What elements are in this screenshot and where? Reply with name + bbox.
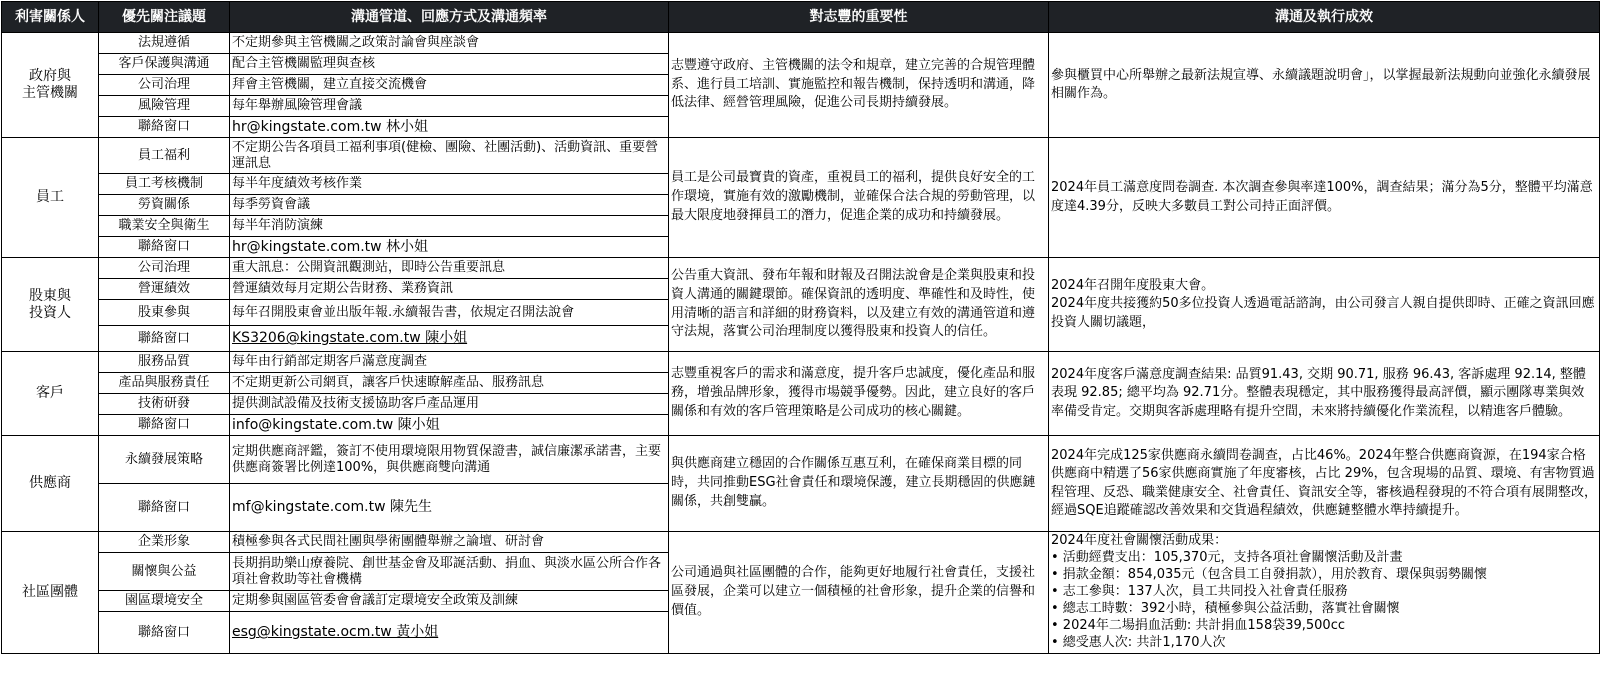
contact-email[interactable]: hr@kingstate.com.tw 林小姐 bbox=[230, 117, 669, 138]
channel-cell: 重大訊息：公開資訊觀測站，即時公告重要訊息 bbox=[230, 258, 669, 279]
topic-cell: 聯絡窗口 bbox=[99, 117, 230, 138]
topic-cell: 園區環境安全 bbox=[99, 591, 230, 612]
channel-cell: 不定期更新公司網頁，讓客戶快速瞭解產品、服務訊息 bbox=[230, 373, 669, 394]
header-stakeholder: 利害關係人 bbox=[2, 2, 99, 33]
channel-cell: 拜會主管機關，建立直接交流機會 bbox=[230, 75, 669, 96]
channel-cell: 定期參與園區管委會會議訂定環境安全政策及訓練 bbox=[230, 591, 669, 612]
result-line: 2024年度共接獲約50多位投資人透過電話諮詢，由公司發言人親自提供即時、正確之資訊回應投資人關切議題， bbox=[1051, 296, 1595, 330]
stakeholder-shareholders bbox=[2, 258, 99, 352]
topic-cell: 聯絡窗口 bbox=[99, 326, 230, 352]
channel-cell: 每年由行銷部定期客戶滿意度調查 bbox=[230, 352, 669, 373]
topic-cell: 聯絡窗口 bbox=[99, 612, 230, 654]
channel-cell: 不定期公告各項員工福利事項(健檢、團險、社團活動)、活動資訊、重要營運訊息 bbox=[230, 138, 669, 174]
result-line: 2024年召開年度股東大會。 bbox=[1051, 278, 1215, 294]
channel-cell: 不定期參與主管機關之政策討論會與座談會 bbox=[230, 33, 669, 54]
result-line: • 總志工時數：392小時，積極參與公益活動，落實社會關懷 bbox=[1051, 600, 1400, 616]
importance-employees: 員工是公司最寶貴的資產，重視員工的福利，提供良好安全的工作環境，實施有效的激勵機制，並確保合法合規的勞動管理，以最大限度地發揮員工的潛力，促進企業的成功和持續發展。 bbox=[669, 138, 1049, 258]
importance-shareholders: 公告重大資訊、發布年報和財報及召開法說會是企業與股東和投資人溝通的關鍵環節。確保資訊的透明度、準確性和及時性，使用清晰的語言和詳細的財務資料，以及建立有效的溝通管道和遵守法規，落實公司治理制度以獲得股東和投資人的信任。 bbox=[669, 258, 1049, 352]
topic-cell: 公司治理 bbox=[99, 75, 230, 96]
contact-email[interactable]: KS3206@kingstate.com.tw 陳小姐 bbox=[230, 326, 669, 352]
importance-community: 公司通過與社區團體的合作，能夠更好地履行社會責任，支援社區發展，企業可以建立一個積極的社會形象，提升企業的信譽和價值。 bbox=[669, 532, 1049, 654]
topic-cell: 永續發展策略 bbox=[99, 436, 230, 484]
channel-cell: 每半年度績效考核作業 bbox=[230, 174, 669, 195]
channel-cell: 每年召開股東會並出版年報.永續報告書，依規定召開法說會 bbox=[230, 300, 669, 326]
channel-cell: 長期捐助樂山療養院、創世基金會及耶誕活動、捐血、與淡水區公所合作各項社會救助等社會機構 bbox=[230, 553, 669, 591]
topic-cell: 勞資關係 bbox=[99, 195, 230, 216]
importance-suppliers: 與供應商建立穩固的合作關係互惠互利，在確保商業目標的同時，共同推動ESG社會責任和環境保護，建立長期穩固的供應鏈關係，共創雙贏。 bbox=[669, 436, 1049, 532]
topic-cell: 公司治理 bbox=[99, 258, 230, 279]
header-importance: 對志豐的重要性 bbox=[669, 2, 1049, 33]
stakeholder-label-line: 投資人 bbox=[29, 304, 71, 321]
topic-cell: 職業安全與衛生 bbox=[99, 216, 230, 237]
channel-cell: 定期供應商評鑑，簽訂不使用環境限用物質保證書，誠信廉潔承諾書，主要供應商簽署比例達100%，與供應商雙向溝通 bbox=[230, 436, 669, 484]
stakeholder-suppliers bbox=[2, 436, 99, 532]
topic-cell: 法規遵循 bbox=[99, 33, 230, 54]
topic-cell: 員工考核機制 bbox=[99, 174, 230, 195]
importance-government: 志豐遵守政府、主管機關的法令和規章，建立完善的合規管理體系、進行員工培訓、實施監控和報告機制，保持透明和溝通，降低法律、經營管理風險，促進公司長期持續發展。 bbox=[669, 33, 1049, 138]
result-line: • 志工參與：137人次，員工共同投入社會責任服務 bbox=[1051, 584, 1348, 600]
stakeholder-communication-table bbox=[1, 1, 1600, 654]
results-customers: 2024年度客戶滿意度調查結果: 品質91.43, 交期 90.71, 服務 96.43, 客訴處理 92.14, 整體表現 92.85; 總平均為 92.71分。整體表現穩定，其中服務獲得最高評價，顯示團隊專業與效率備受肯定。交期與客訴處理略有提升空間，未來將持續優化作業流程，以精進客戶體驗。 bbox=[1049, 352, 1600, 436]
results-community bbox=[1049, 532, 1600, 654]
topic-cell: 風險管理 bbox=[99, 96, 230, 117]
stakeholder-employees bbox=[2, 138, 99, 258]
topic-cell: 企業形象 bbox=[99, 532, 230, 553]
contact-email[interactable]: info@kingstate.com.tw 陳小姐 bbox=[230, 415, 669, 436]
topic-cell: 產品與服務責任 bbox=[99, 373, 230, 394]
stakeholder-community bbox=[2, 532, 99, 654]
stakeholder-government bbox=[2, 33, 99, 138]
results-government: 參與櫃買中心所舉辦之最新法規宣導、永續議題說明會」，以掌握最新法規動向並強化永續發展相關作為。 bbox=[1049, 33, 1600, 138]
topic-cell: 客戶保護與溝通 bbox=[99, 54, 230, 75]
contact-email[interactable]: mf@kingstate.com.tw 陳先生 bbox=[230, 484, 669, 532]
topic-cell: 營運績效 bbox=[99, 279, 230, 300]
header-priority-topic: 優先關注議題 bbox=[99, 2, 230, 33]
contact-email[interactable]: hr@kingstate.com.tw 林小姐 bbox=[230, 237, 669, 258]
topic-cell: 股東參與 bbox=[99, 300, 230, 326]
stakeholder-label-line: 客戶 bbox=[36, 385, 64, 402]
stakeholder-label-line: 社區團體 bbox=[22, 584, 78, 601]
stakeholder-customers bbox=[2, 352, 99, 436]
results-employees: 2024年員工滿意度問卷調查. 本次調查參與率達100%，調查結果；滿分為5分，整體平均滿意度達4.39分，反映大多數員工對公司持正面評價。 bbox=[1049, 138, 1600, 258]
stakeholder-label-line: 供應商 bbox=[29, 475, 71, 492]
channel-cell: 積極參與各式民間社團與學術團體舉辦之論壇、研討會 bbox=[230, 532, 669, 553]
importance-customers: 志豐重視客戶的需求和滿意度，提升客戶忠誠度，優化產品和服務，增強品牌形象，獲得市場競爭優勢。因此，建立良好的客戶關係和有效的客戶管理策略是公司成功的核心關鍵。 bbox=[669, 352, 1049, 436]
channel-cell: 配合主管機關監理與查核 bbox=[230, 54, 669, 75]
header-channel: 溝通管道、回應方式及溝通頻率 bbox=[230, 2, 669, 33]
topic-cell: 聯絡窗口 bbox=[99, 415, 230, 436]
channel-cell: 營運績效每月定期公告財務、業務資訊 bbox=[230, 279, 669, 300]
channel-cell: 每半年消防演練 bbox=[230, 216, 669, 237]
topic-cell: 關懷與公益 bbox=[99, 553, 230, 591]
channel-cell: 每季勞資會議 bbox=[230, 195, 669, 216]
stakeholder-label-line: 員工 bbox=[36, 189, 64, 206]
result-title: 2024年度社會關懷活動成果： bbox=[1051, 533, 1228, 549]
header-results: 溝通及執行成效 bbox=[1049, 2, 1600, 33]
channel-cell: 提供測試設備及技術支援協助客戶產品運用 bbox=[230, 394, 669, 415]
result-line: • 捐款金額：854,035元（包含員工自發捐款），用於教育、環保與弱勢關懷 bbox=[1051, 567, 1488, 583]
topic-cell: 技術研發 bbox=[99, 394, 230, 415]
topic-cell: 聯絡窗口 bbox=[99, 237, 230, 258]
topic-cell: 聯絡窗口 bbox=[99, 484, 230, 532]
result-line: • 2024年二場捐血活動: 共計捐血158袋39,500cc bbox=[1051, 617, 1345, 633]
result-line: • 活動經費支出：105,370元，支持各項社會關懷活動及計畫 bbox=[1051, 550, 1403, 566]
stakeholder-label-line: 政府與 bbox=[29, 68, 71, 85]
topic-cell: 服務品質 bbox=[99, 352, 230, 373]
results-suppliers: 2024年完成125家供應商永續問卷調查，占比46%。2024年整合供應商資源，在194家合格供應商中精選了56家供應商實施了年度審核，占比 29%，包含現場的品質、環境、有害物質過程管理、反恐、職業健康安全、社會責任、資訊安全等，審核過程發現的不符合項有展開整改，經過SQE追蹤確認改善效果和交貨過程績效，供應鏈整體水準持續提升。 bbox=[1049, 436, 1600, 532]
stakeholder-label-line: 主管機關 bbox=[22, 85, 78, 101]
channel-cell: 每年舉辦風險管理會議 bbox=[230, 96, 669, 117]
contact-email[interactable]: esg@kingstate.ocm.tw 黃小姐 bbox=[230, 612, 669, 654]
result-line: • 總受惠人次: 共計1,170人次 bbox=[1051, 634, 1226, 650]
results-shareholders bbox=[1049, 258, 1600, 352]
stakeholder-label-line: 股東與 bbox=[29, 287, 71, 304]
topic-cell: 員工福利 bbox=[99, 138, 230, 174]
